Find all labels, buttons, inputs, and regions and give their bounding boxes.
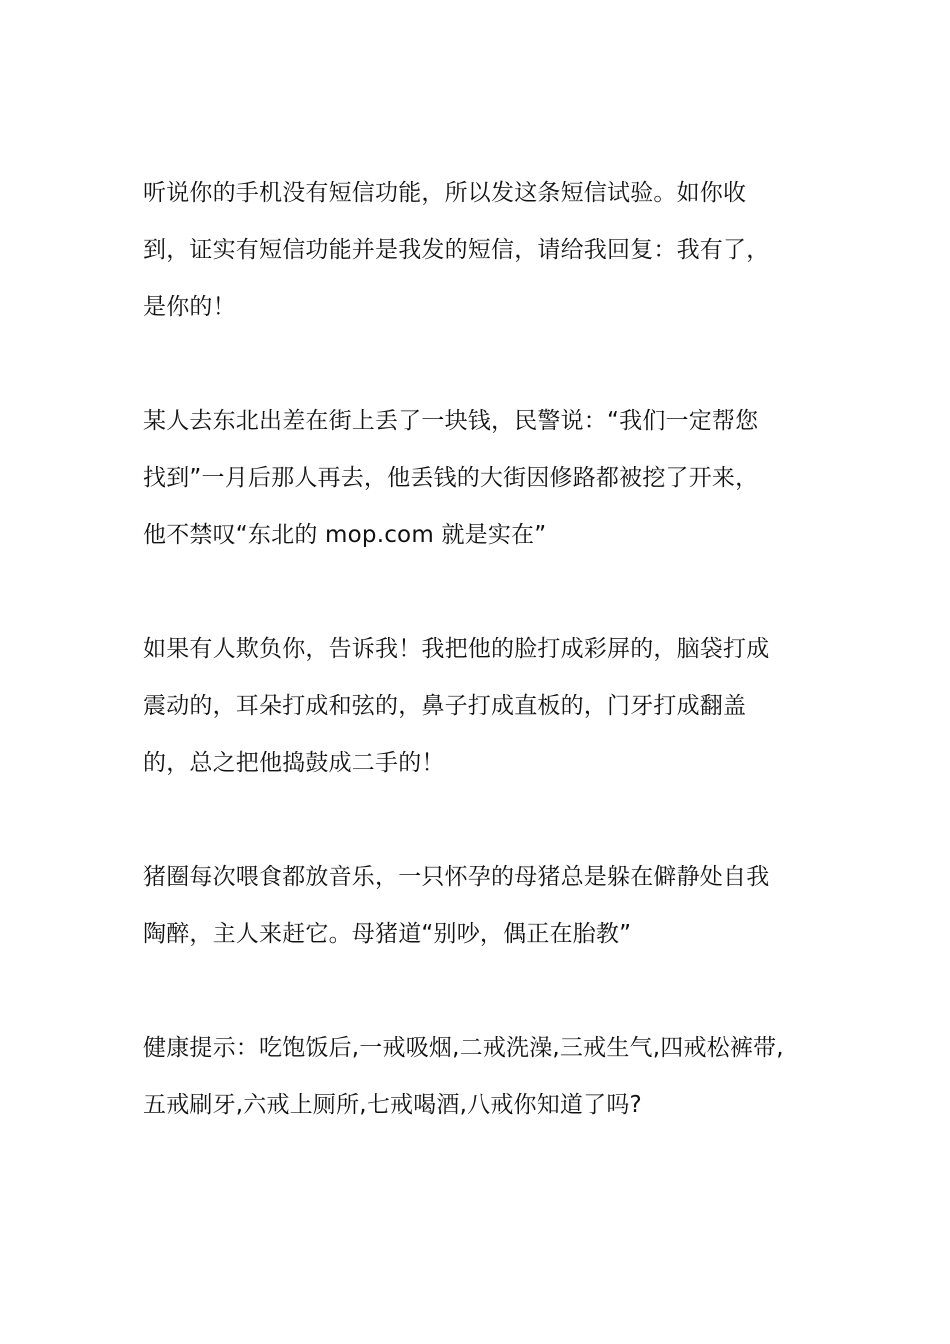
- paragraph-line: 五戒刷牙,六戒上厕所,七戒喝酒,八戒你知道了吗?: [143, 1092, 642, 1118]
- paragraph-line: 健康提示：吃饱饭后,一戒吸烟,二戒洗澡,三戒生气,四戒松裤带,: [143, 1035, 784, 1061]
- paragraph-line: 的，总之把他捣鼓成二手的！: [143, 750, 445, 776]
- paragraph-bully-phone: [143, 621, 803, 792]
- paragraph-line: 听说你的手机没有短信功能，所以发这条短信试验。如你收: [143, 180, 747, 206]
- paragraph-sms-test: [143, 165, 803, 336]
- paragraph-line: 到，证实有短信功能并是我发的短信，请给我回复：我有了，: [143, 237, 770, 263]
- paragraph-line: 猪圈每次喂食都放音乐，一只怀孕的母猪总是躲在僻静处自我: [143, 864, 770, 890]
- paragraph-line: 陶醉，主人来赶它。母猪道“别吵，偶正在胎教”: [143, 921, 632, 947]
- paragraph-line: 某人去东北出差在街上丢了一块钱，民警说：“我们一定帮您: [143, 408, 759, 434]
- paragraph-pig-music: [143, 849, 803, 963]
- paragraph-line: 他不禁叹“东北的 mop.com 就是实在”: [143, 522, 547, 548]
- paragraph-health-tip: [143, 1020, 803, 1134]
- document-body: [143, 165, 803, 1134]
- paragraph-line: 找到”一月后那人再去，他丢钱的大街因修路都被挖了开来，: [143, 465, 759, 491]
- paragraph-line: 是你的！: [143, 294, 236, 320]
- paragraph-line: 震动的，耳朵打成和弦的，鼻子打成直板的，门牙打成翻盖: [143, 693, 747, 719]
- paragraph-line: 如果有人欺负你，告诉我！我把他的脸打成彩屏的，脑袋打成: [143, 636, 770, 662]
- paragraph-northeast-money: [143, 393, 803, 564]
